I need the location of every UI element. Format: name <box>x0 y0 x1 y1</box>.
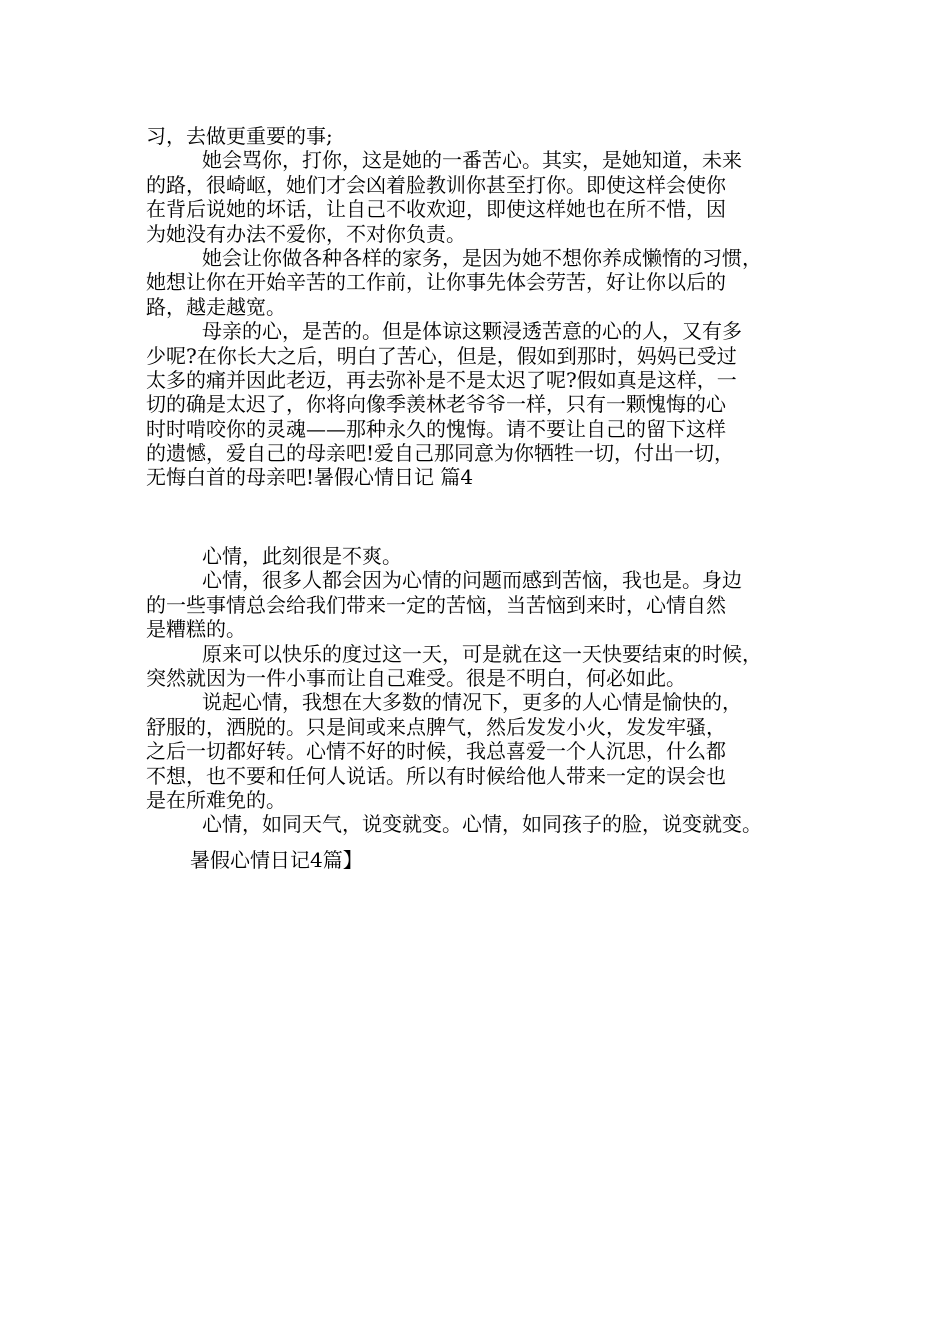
text-line: 是在所难免的。 <box>146 787 286 812</box>
text-line: 是糟糕的。 <box>146 617 246 642</box>
text-line: 心情，如同天气，说变就变。心情，如同孩子的脸，说变就变。 <box>202 812 762 837</box>
text-line: 心情，此刻很是不爽。 <box>202 544 402 568</box>
document-closing-line: 暑假心情日记4篇】 <box>190 848 363 872</box>
text-line: 无悔白首的母亲吧!暑假心情日记 篇4 <box>146 465 474 490</box>
text-line: 不想，也不要和任何人说话。所以有时候给他人带来一定的误会也 <box>146 763 726 788</box>
text-line: 原来可以快乐的度过这一天，可是就在这一天快要结束的时候， <box>202 641 762 666</box>
text-line: 她想让你在开始辛苦的工作前，让你事先体会劳苦，好让你以后的 <box>146 270 726 295</box>
text-line: 的遗憾，爱自己的母亲吧!爱自己那同意为你牺牲一切，付出一切， <box>146 441 735 466</box>
diary-section-mood <box>146 544 822 837</box>
text-line: 路，越走越宽。 <box>146 294 286 319</box>
text-line: 为她没有办法不爱你，不对你负责。 <box>146 221 466 246</box>
text-line: 舒服的，洒脱的。只是间或来点脾气，然后发发小火，发发牢骚， <box>146 714 726 739</box>
text-line: 心情，很多人都会因为心情的问题而感到苦恼，我也是。身边 <box>202 568 742 593</box>
text-line: 母亲的心，是苦的。但是体谅这颗浸透苦意的心的人，又有多 <box>202 319 742 344</box>
text-line: 她会让你做各种各样的家务，是因为她不想你养成懒惰的习惯， <box>202 245 762 270</box>
text-line: 突然就因为一件小事而让自己难受。很是不明白，何必如此。 <box>146 665 686 690</box>
text-line: 少呢?在你长大之后，明白了苦心，但是，假如到那时，妈妈已受过 <box>146 343 737 368</box>
text-line: 时时啃咬你的灵魂——那种永久的愧悔。请不要让自己的留下这样 <box>146 416 726 441</box>
text-line: 切的确是太迟了，你将向像季羡林老爷爷一样，只有一颗愧悔的心 <box>146 392 726 417</box>
text-line: 之后一切都好转。心情不好的时候，我总喜爱一个人沉思，什么都 <box>146 739 726 764</box>
text-line: 说起心情，我想在大多数的情况下，更多的人心情是愉快的， <box>202 690 742 715</box>
text-line: 习，去做更重要的事; <box>146 124 333 148</box>
text-line: 太多的痛并因此老迈，再去弥补是不是太迟了呢?假如真是这样，一 <box>146 367 737 392</box>
text-line: 的一些事情总会给我们带来一定的苦恼，当苦恼到来时，心情自然 <box>146 592 726 617</box>
text-line: 在背后说她的坏话，让自己不收欢迎，即使这样她也在所不惜，因 <box>146 197 726 222</box>
text-line: 的路，很崎岖，她们才会凶着脸教训你甚至打你。即使这样会使你 <box>146 172 726 197</box>
diary-section-mother <box>146 124 822 490</box>
text-line: 她会骂你，打你，这是她的一番苦心。其实，是她知道，未来 <box>202 148 742 173</box>
